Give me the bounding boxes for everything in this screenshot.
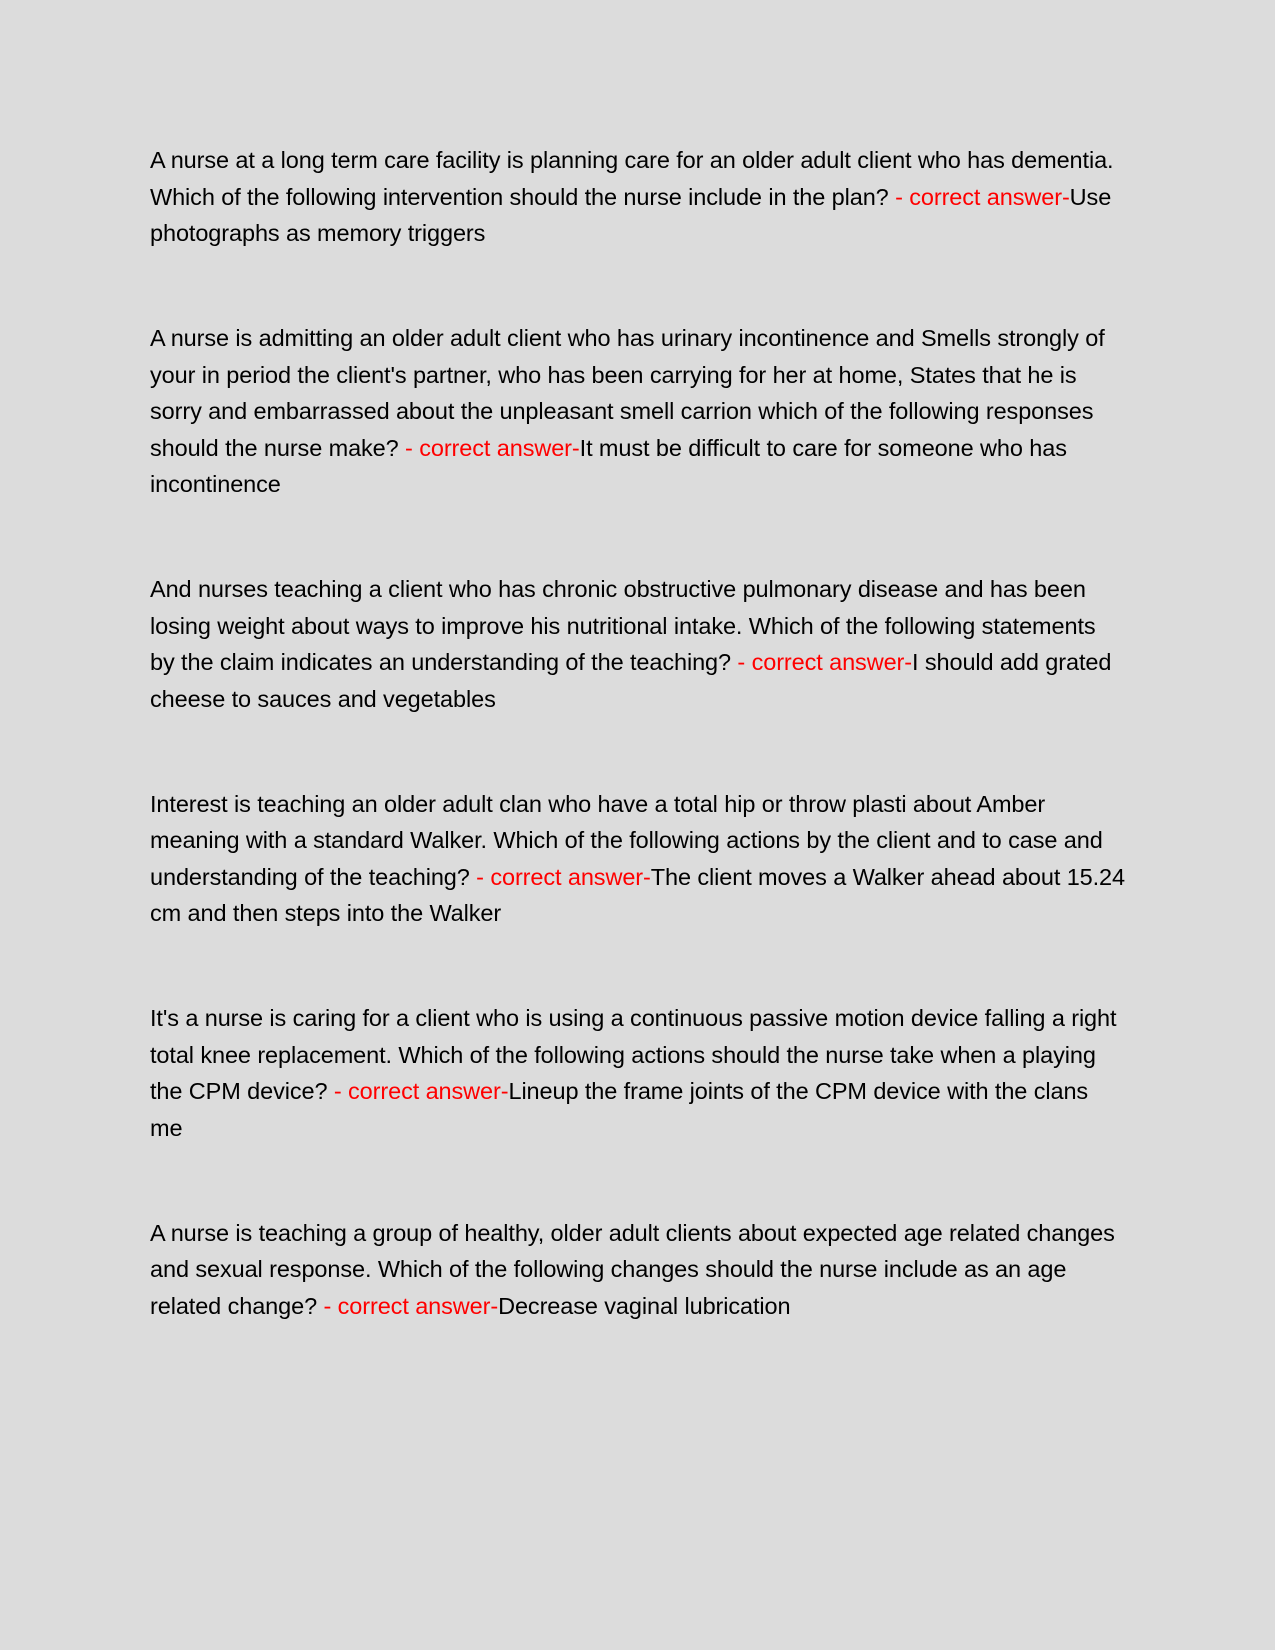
question-text: A nurse at a long term care facility is planning care for an older adult client who has dementia. Which of the following intervention should the nurse include in the plan? bbox=[150, 147, 1114, 210]
qa-item bbox=[150, 1000, 1125, 1146]
question-text: And nurses teaching a client who has chronic obstructive pulmonary disease and has been losing weight about ways to improve his nutritional intake. Which of the following statements by the claim indicates an understanding of the teaching? bbox=[150, 576, 1096, 675]
correct-answer-label: - correct answer- bbox=[398, 434, 580, 461]
correct-answer-label: - correct answer- bbox=[888, 183, 1070, 210]
qa-item bbox=[150, 1215, 1125, 1325]
qa-item bbox=[150, 571, 1125, 717]
answer-text: Use photographs as memory triggers bbox=[150, 183, 1112, 246]
question-text: Interest is teaching an older adult clan who have a total hip or throw plasti about Amber meaning with a standard Walker. Which of the following actions by the client and to case and understanding of the teaching? bbox=[150, 790, 1103, 890]
question-text: A nurse is teaching a group of healthy, older adult clients about expected age related changes and sexual response. Which of the following changes should the nurse include as an age related change? bbox=[150, 1219, 1115, 1319]
qa-item bbox=[150, 142, 1125, 252]
question-text: A nurse is admitting an older adult client who has urinary incontinence and Smells strongly of your in period the client's partner, who has been carrying for her at home, States that he is sorry and embarrassed about the unpleasant smell carrion which of the following responses should the nurse make? bbox=[150, 325, 1105, 461]
question-text: It's a nurse is caring for a client who is using a continuous passive motion device falling a right total knee replacement. Which of the following actions should the nurse take when a playing the CPM device? bbox=[150, 1005, 1117, 1104]
answer-text: I should add grated cheese to sauces and vegetables bbox=[150, 649, 1112, 712]
answer-text: Lineup the frame joints of the CPM device with the clans me bbox=[150, 1078, 1089, 1141]
correct-answer-label: - correct answer- bbox=[730, 649, 912, 675]
correct-answer-label: - correct answer- bbox=[317, 1292, 499, 1319]
correct-answer-label: - correct answer- bbox=[327, 1078, 509, 1104]
qa-item bbox=[150, 320, 1125, 503]
document-page bbox=[150, 142, 1125, 1393]
answer-text: It must be difficult to care for someone who has incontinence bbox=[150, 434, 1067, 497]
qa-item bbox=[150, 786, 1125, 932]
answer-text: Decrease vaginal lubrication bbox=[498, 1292, 791, 1319]
answer-text: The client moves a Walker ahead about 15.24 cm and then steps into the Walker bbox=[150, 863, 1125, 926]
correct-answer-label: - correct answer- bbox=[469, 863, 651, 890]
